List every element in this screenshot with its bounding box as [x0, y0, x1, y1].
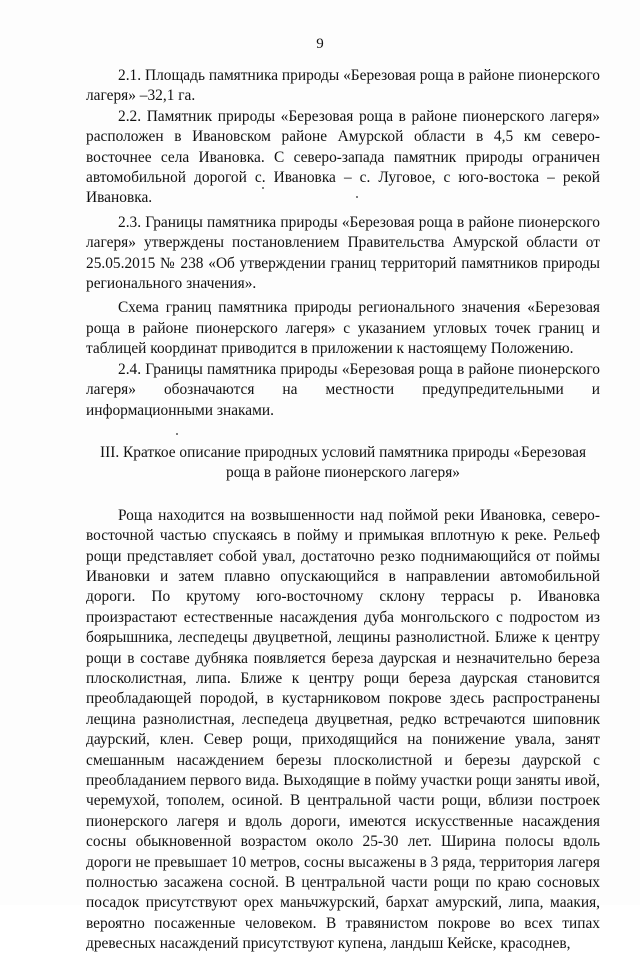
page-number: 9 — [316, 36, 324, 52]
document-body — [86, 66, 600, 955]
paragraph-2-1: 2.1. Площадь памятника природы «Березовая роща в районе пионерского лагеря» –32,1 га. — [86, 67, 600, 105]
section-heading-line-2: роща в районе пионерского лагеря» — [226, 464, 460, 482]
paragraph-2-4: 2.4. Границы памятника природы «Березовая роща в районе пионерского лагеря» обозначаются на местности предупредительными и информационными знаками. — [86, 360, 600, 419]
paragraph-2-2: 2.2. Памятник природы «Березовая роща в районе пионерского лагеря» расположен в Ивановском районе Амурской области в 4,5 км северо-восточнее села Ивановка. С северо-запада памятник природы ограничен автомобильной дорогой с. Ивановка – с. Луговое, с юго-востока – рекой Ивановка. — [86, 107, 600, 207]
paragraph-scheme: Схема границ памятника природы регионального значения «Березовая роща в районе пионерского лагеря» с указанием угловых точек границ и таблицей координат приводится в приложении к настоящему Положению. — [86, 299, 600, 358]
paragraph-description: Роща находится на возвышенности над поймой реки Ивановка, северо-восточной частью спускаясь в пойму и примыкая вплотную к реке. Рельеф рощи представляет собой увал, достаточно резко поднимающийся от поймы Ивановки и затем плавно опускающийся в направлении автомобильной дороги. По крутому юго-восточному склону террасы р. Ивановка произрастают естественные насаждения дуба монгольского с подростом из боярышника, леспедецы двуцветной, лещины разнолистной. Ближе к центру рощи в составе дубняка появляется береза даурская и незначительно береза плосколистная, липа. Ближе к центру рощи береза даурская становится преобладающей породой, в кустарниковом покрове здесь распространены лещина разнолистная, леспедеца двуцветная, редко встречаются шиповник даурский, клен. Север рощи, приходящийся на понижение увала, занят смешанным насаждением березы плосколистной и березы даурской с преобладанием первого вида. Выходящие в пойму участки рощи заняты ивой, черемухой, тополем, осиной. В центральной части рощи, вблизи построек пионерского лагеря и вдоль дороги, имеются искусственные насаждения сосны обыкновенной возрастом около 25-30 лет. Ширина полосы вдоль дороги не превышает 10 метров, сосны высажены в 3 ряда, территория лагеря полностью засажена сосной. В центральной части рощи по краю сосновых посадок присутствуют орех маньчжурский, бархат амурский, липа, маакия, вероятно посаженные человеком. В травянистом покрове во всех типах древесных насаждений присутствуют купена, ландыш Кейске, красоднев, — [86, 506, 600, 953]
section-heading — [86, 443, 600, 484]
section-heading-line-1: III. Краткое описание природных условий памятника природы «Березовая — [99, 443, 587, 461]
paragraph-2-3: 2.3. Границы памятника природы «Березовая роща в районе пионерского лагеря» утверждены постановлением Правительства Амурской области от 25.05.2015 № 238 «Об утверждении границ территорий памятников природы регионального значения». — [86, 213, 600, 293]
